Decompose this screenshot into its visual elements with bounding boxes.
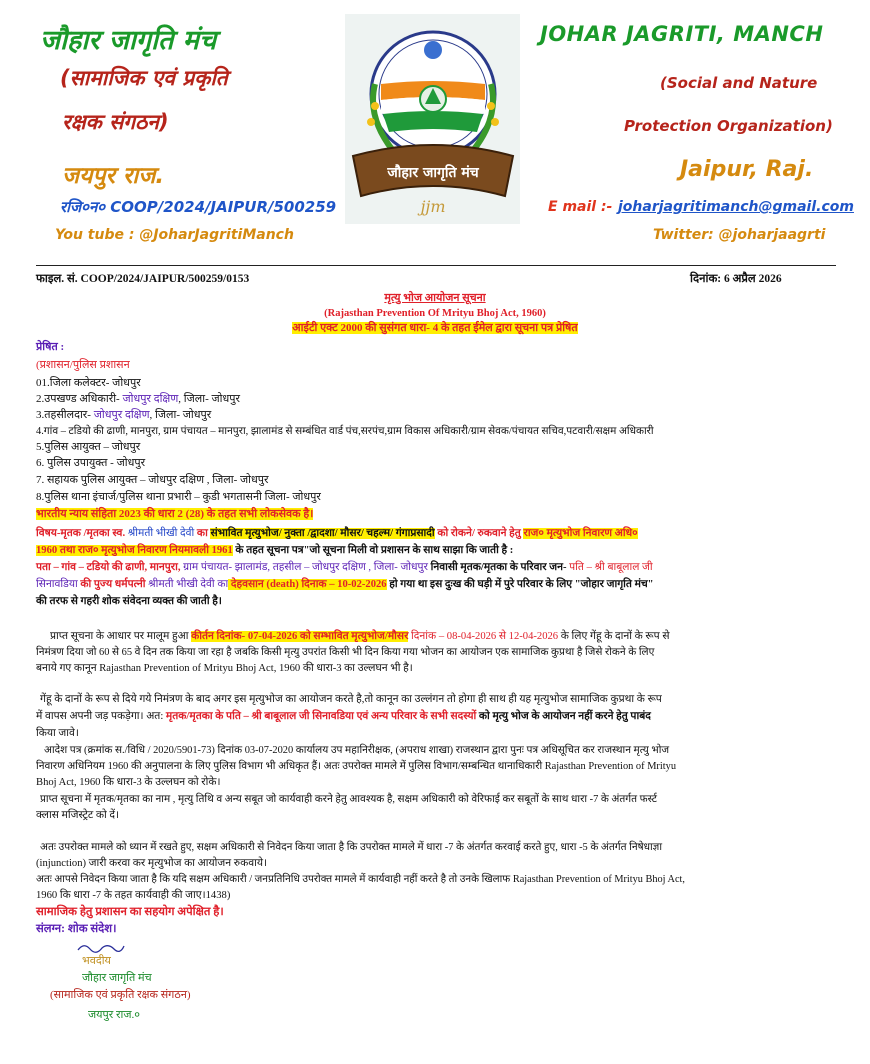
para1-line-2: निमंत्रण दिया जो 60 से 65 वे दिन तक किया जा रहा है जबकि किसी मृत्यु उपरांत किसी भी दिन किया गया भोजन का आयोजन एक सामाजिक कुप्रथा है जिसे रोकने के लिए: [36, 647, 655, 658]
para2-line-7: प्राप्त सूचना में मृतक/मृतका का नाम , मृत्यु तिथि व अन्य सबूत जो कार्यवाही करने हेतु आवश्यक है, सक्षम अधिकारी को वेरिफाई कर सबूतों के साथ धारा -7 के अंतर्गत फर्स्ट: [40, 794, 657, 805]
email-link[interactable]: joharjagritimanch@gmail.com: [618, 199, 854, 215]
admin-label: (प्रशासन/पुलिस प्रशासन: [36, 359, 130, 371]
logo-banner-text: जौहार जागृति मंच: [387, 165, 479, 181]
email-label: E mail :-: [548, 199, 613, 215]
notice-act: (Rajasthan Prevention Of Mrityu Bhoj Act, 1960): [324, 308, 546, 319]
recipient-1: 01.जिला कलेक्टर- जोधपुर: [36, 377, 141, 389]
para3-line-4: 1960 कि धारा -7 के तहत कार्यवाही की जाए।1438): [36, 890, 231, 901]
signature-line-3: (सामाजिक एवं प्रकृति रक्षक संगठन): [50, 989, 191, 1001]
para2-line-1: गेंहू के दानों के रूप से दिये गये निमंत्रण के बाद अगर इस मृत्युभोज का आयोजन करते है,तो कानून का उल्लंगन तो होगा ही साथ ही यह मृत्युभोज सामाजिक कुप्रथा के रूप: [40, 694, 662, 705]
notice-title: मृत्यु भोज आयोजन सूचना: [384, 292, 486, 304]
subject-line-1: विषय-मृतक /मृतका स्व. श्रीमती भीखी देवी का संभावित मृत्युभोज/ नुक्ता /द्वादशा/ मौसर/ चहल्म/ गंगाप्रसादी को रोकने/ रुकवाने हेतु राज० मृत्युभोज निवारण अधि०: [36, 528, 638, 539]
subject-line-5: की तरफ से गहरी शोक संवेदना व्यक्त की जाती है।: [36, 596, 222, 607]
recipient-2: 2.उपखण्ड अधिकारी- जोधपुर दक्षिण, जिला- जोधपुर: [36, 393, 241, 405]
recipient-7: 7. सहायक पुलिस आयुक्त – जोधपुर दक्षिण , जिला- जोधपुर: [36, 474, 269, 486]
subject-line-2: 1960 तथा राज० मृत्युभोज निवारण नियमावली 1961 के तहत सूचना पत्र"जो सूचना मिली वो प्रशासन के साथ साझा कि जाती है :: [36, 545, 514, 556]
para2-line-3: किया जावे।: [36, 728, 79, 739]
para2-line-8: क्लास मजिस्ट्रेट को दें।: [36, 810, 120, 821]
signature-line-1: भवदीय: [82, 955, 111, 967]
org-name-hindi: जौहार जागृति मंच: [40, 25, 217, 56]
recipient-8: 8.पुलिस थाना इंचार्ज/पुलिस थाना प्रभारी – कुडी भगतासनी जिला- जोधपुर: [36, 491, 321, 503]
twitter-handle: Twitter: @joharjaagrti: [653, 227, 826, 243]
signature-line-4: जयपुर राज.०: [88, 1009, 141, 1021]
signature-line-2: जौहार जागृति मंच: [82, 972, 152, 984]
registration-number: रजि०न० COOP/2024/JAIPUR/500259: [60, 198, 337, 216]
para2-line-6: Bhoj Act, 1960 कि धारा-3 के उल्लघन को रोके।: [36, 777, 221, 788]
para3-line-1: अतः उपरोक्त मामले को ध्यान में रखते हुए, सक्षम अधिकारी से निवेदन किया जाता है कि उपरोक्त मामले में धारा -7 के अंतर्गत करवाई करते हुए, धारा -5 के अंतर्गत निषेधाज्ञा: [40, 842, 663, 853]
subject-line-3: पता – गांव – टडियो की ढाणी, मानपुरा, ग्राम पंचायत- झालामंड, तहसील – जोधपुर दक्षिण , जिला- जोधपुर निवासी मृतक/मृतका के परिवार जन- पति – श्री बाबूलाल जी: [36, 562, 653, 573]
subtitle-hindi-1: (सामाजिक एवं प्रकृति: [60, 66, 228, 90]
notice-it-act: आईटी एक्ट 2000 की सुसंगत धारा- 4 के तहत ईमेल द्वारा सूचना पत्र प्रेषित: [292, 322, 578, 334]
org-name-english: JOHAR JAGRITI, MANCH: [540, 22, 824, 46]
recipient-6: 6. पुलिस उपायुक्त - जोधपुर: [36, 457, 146, 469]
para1-line-3: बनाये गए कानून Rajasthan Prevention of Mrityu Bhoj Act, 1960 की धारा-3 का उल्लघन भी है।: [36, 663, 413, 674]
letter-date: दिनांक: 6 अप्रैल 2026: [690, 273, 782, 285]
youtube-handle: You tube : @JoharJagritiManch: [55, 227, 294, 243]
para1-line-1: प्राप्त सूचना के आधार पर मालूम हुआ कीर्तन दिनांक- 07-04-2026 को सम्भावित मृत्युभोज/मौसर दिनांक – 08-04-2026 से 12-04-2026 के लिए गेंहू के दानों के रूप से: [50, 631, 670, 642]
para3-line-3: अतः आपसे निवेदन किया जाता है कि यदि सक्षम अधिकारी / जनप्रतिनिधि उपरोक्त मामले में कार्यवाही नहीं करते है तो उनके खिलाफ Rajasthan Prevention of Mrityu Bhoj Act,: [36, 874, 685, 885]
header-divider: [36, 265, 836, 266]
recipient-3: 3.तहसीलदार- जोधपुर दक्षिण, जिला- जोधपुर: [36, 409, 212, 421]
recipient-4: 4.गांव – टडियो की ढाणी, मानपुरा, ग्राम पंचायत – मानपुरा, झालामंड से सम्बंधित वार्ड पंच,सरपंच,ग्राम विकास अधिकारी/ग्राम सेवक/पंचायत सचिव,पटवारी/सक्षम अधिकारी: [36, 426, 654, 437]
city-hindi: जयपुर राज.: [62, 163, 165, 189]
attachment-line: संलग्न: शोक संदेश।: [36, 923, 117, 935]
para3-line-2: (injunction) जारी करवा कर मृत्युभोज का आयोजन रुकवाये।: [36, 858, 268, 869]
subtitle-english-2: Protection Organization): [624, 117, 833, 135]
sent-to-label: प्रेषित :: [36, 341, 65, 353]
recipient-5: 5.पुलिस आयुक्त – जोधपुर: [36, 441, 141, 453]
subject-line-4: सिनावडिया की पुज्य धर्मपत्नी श्रीमती भीखी देवी का देहवसान (death) दिनाक – 10-02-2026 हो गया था इस दुःख की घड़ी में पुरे परिवार के लिए "जोहार जागृति मंच": [36, 579, 654, 590]
organization-logo: [345, 14, 520, 224]
logo-monogram: jjm: [420, 197, 446, 216]
bns-notice: भारतीय न्याय संहिता 2023 की धारा 2 (28) के तहत सभी लोकसेवक है।: [36, 508, 314, 520]
subtitle-english-1: (Social and Nature: [660, 74, 818, 92]
subtitle-hindi-2: रक्षक संगठन): [62, 110, 169, 134]
city-english: Jaipur, Raj.: [680, 157, 814, 182]
para2-line-4: आदेश पत्र (क्रमांक स./विधि / 2020/5901-73) दिनांक 03-07-2020 कार्यालय उप महानिरीक्षक, (अपराध शाखा) राजस्थान द्वारा पुनः पत्र अधिसूचित कर राजस्थान मृत्यु भोज: [44, 745, 670, 756]
para2-line-5: निवारण अधिनियम 1960 की अनुपालना के लिए पुलिस विभाग भी अधिकृत हैं। अतः उपरोक्त मामले में पुलिस विभाग/सम्बन्धित थानाधिकारी Rajasthan Prevention of Mrityu: [36, 761, 677, 772]
para2-line-2: में वापस अपनी जड़ पकड़ेगा। अत: मृतक/मृतका के पति – श्री बाबूलाल जी सिनावडिया एवं अन्य परिवार के सभी सदस्यों को मृत्यु भोज के आयोजन नहीं करने हेतु पाबंद: [36, 711, 651, 722]
closing-line: सामाजिक हेतु प्रशासन का सहयोग अपेक्षित है।: [36, 906, 224, 918]
file-number: फाइल. सं. COOP/2024/JAIPUR/500259/0153: [36, 273, 250, 285]
